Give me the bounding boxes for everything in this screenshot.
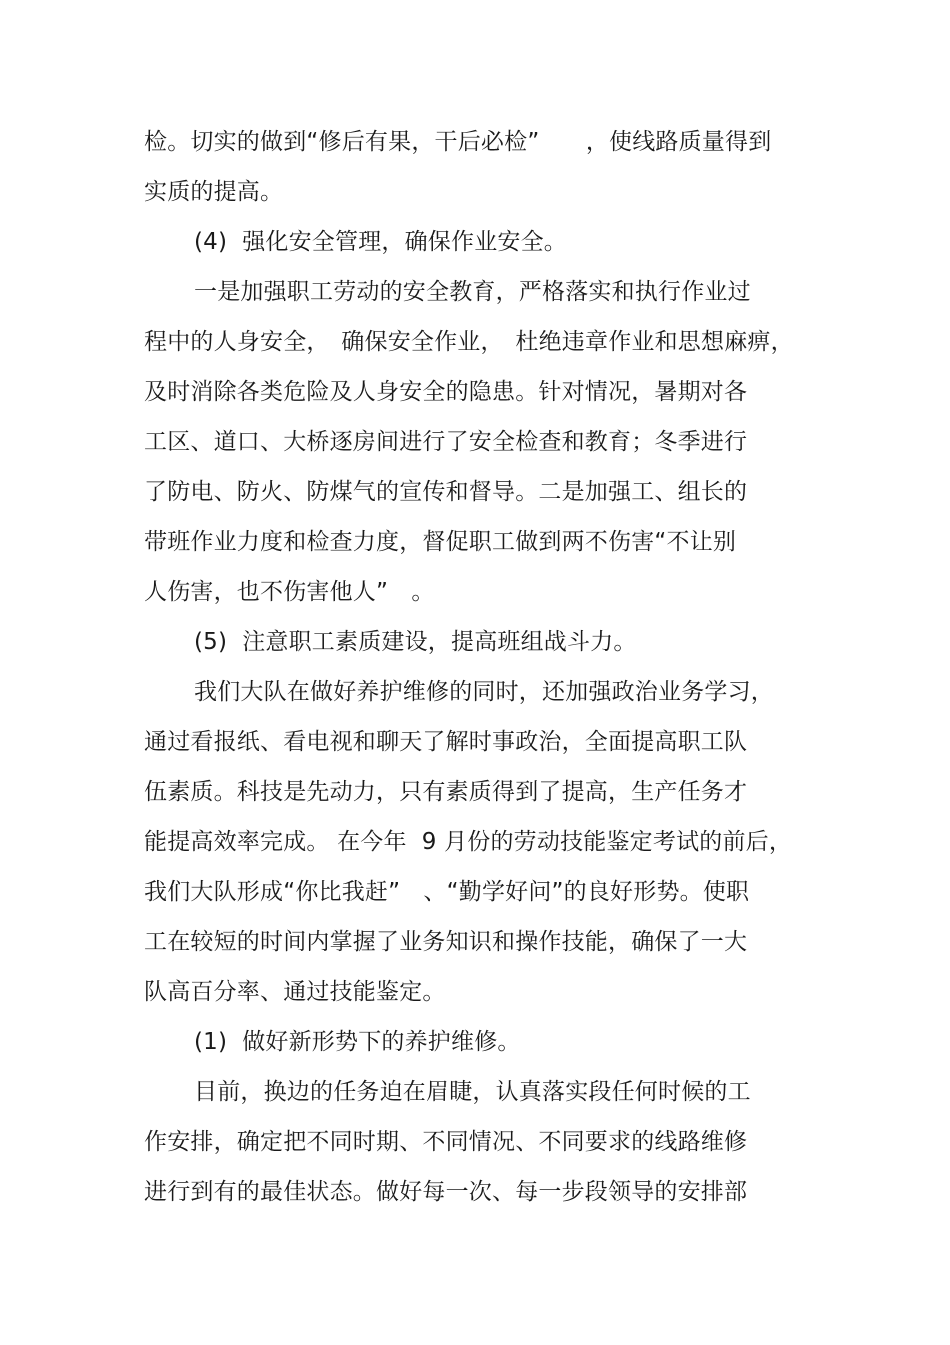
text-line-9: 带班作业力度和检查力度，督促职工做到两不伤害“不让别 xyxy=(144,529,737,555)
text-line-14: 伍素质。科技是先动力，只有素质得到了提高，生产任务才 xyxy=(144,779,748,805)
text-line-4: 一是加强职工劳动的安全教育，严格落实和执行作业过 xyxy=(194,279,751,305)
text-line-5: 程中的人身安全， 确保安全作业， 杜绝违章作业和思想麻痹， xyxy=(144,329,794,355)
text-line-1: 检。切实的做到“修后有果，干后必检” ，使线路质量得到 xyxy=(144,129,772,155)
section-heading-1: (1) 做好新形势下的养护维修。 xyxy=(194,1029,521,1055)
text-line-18: 队高百分率、通过技能鉴定。 xyxy=(144,979,446,1005)
text-line-7: 工区、道口、大桥逐房间进行了安全检查和教育；冬季进行 xyxy=(144,429,748,455)
text-line-22: 进行到有的最佳状态。做好每一次、每一步段领导的安排部 xyxy=(144,1179,748,1205)
text-line-8: 了防电、防火、防煤气的宣传和督导。二是加强工、组长的 xyxy=(144,479,748,505)
text-line-12: 我们大队在做好养护维修的同时，还加强政治业务学习， xyxy=(194,679,774,705)
text-line-6: 及时消除各类危险及人身安全的隐患。针对情况，暑期对各 xyxy=(144,379,748,405)
text-line-17: 工在较短的时间内掌握了业务知识和操作技能，确保了一大 xyxy=(144,929,748,955)
section-heading-4: (4) 强化安全管理，确保作业安全。 xyxy=(194,229,568,255)
text-line-15: 能提高效率完成。 在今年 9 月份的劳动技能鉴定考试的前后， xyxy=(144,829,793,855)
text-line-16: 我们大队形成“你比我赶” 、“勤学好问”的良好形势。使职 xyxy=(144,879,750,905)
text-line-21: 作安排，确定把不同时期、不同情况、不同要求的线路维修 xyxy=(144,1129,748,1155)
text-line-13: 通过看报纸、看电视和聊天了解时事政治，全面提高职工队 xyxy=(144,729,748,755)
text-line-10: 人伤害，也不伤害他人” 。 xyxy=(144,579,435,605)
text-line-2: 实质的提高。 xyxy=(144,179,284,205)
section-heading-5: (5) 注意职工素质建设，提高班组战斗力。 xyxy=(194,629,637,655)
text-line-20: 目前，换边的任务迫在眉睫，认真落实段任何时候的工 xyxy=(194,1079,751,1105)
